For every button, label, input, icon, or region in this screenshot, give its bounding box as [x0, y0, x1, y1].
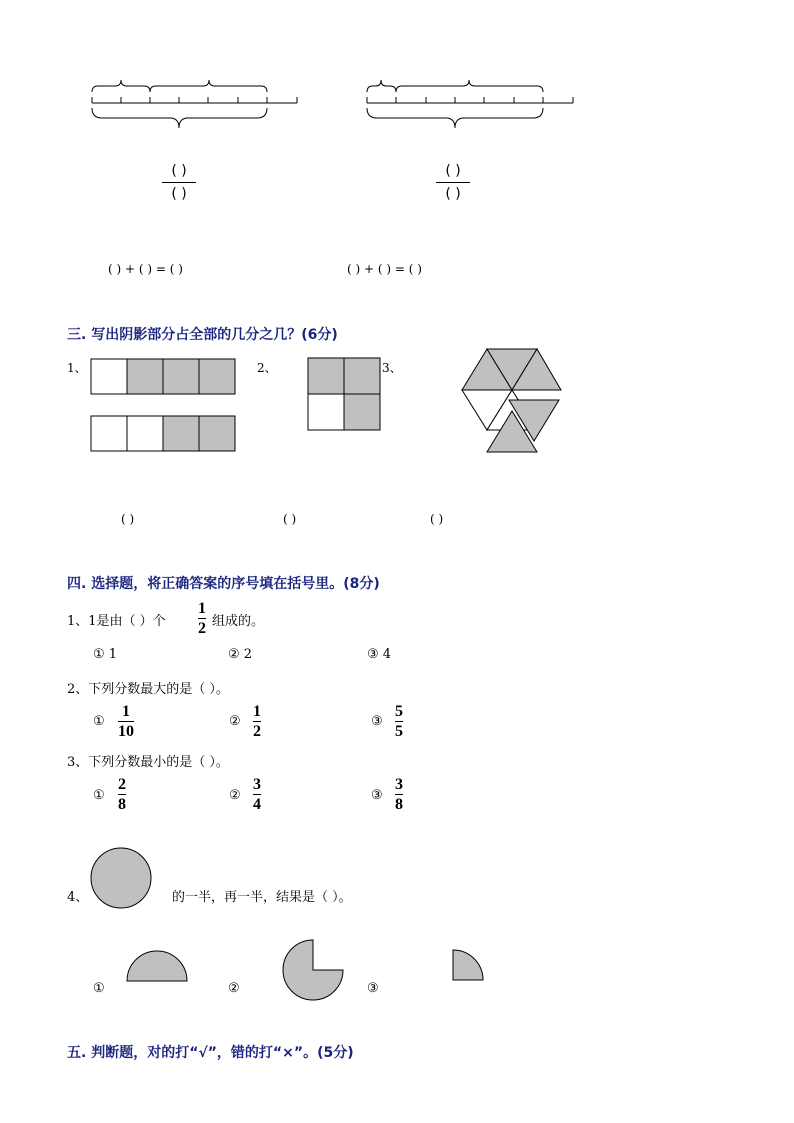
equation-left[interactable]: ( ) + ( ) = ( ) [108, 262, 183, 276]
option2-three-quarter-circle [283, 940, 343, 1000]
q2-option-3-fraction[interactable]: 5 5 [395, 703, 403, 740]
q2-option-1-fraction[interactable]: 1 10 [118, 703, 134, 740]
q1-text-before: 1、1是由（ ）个 [67, 614, 166, 629]
figure1-label: 1、 [67, 361, 87, 375]
q1-frac-numerator: 1 [198, 600, 206, 617]
answer-blank-2[interactable]: ( ) [283, 512, 297, 526]
q4-option-1-marker[interactable]: ① [93, 981, 105, 996]
q4-option-2-marker[interactable]: ② [228, 981, 240, 996]
section3-title: 三. 写出阴影部分占全部的几分之几？(6分) [67, 327, 338, 343]
q1-fraction [198, 600, 206, 637]
option3-quarter-circle [453, 950, 483, 980]
q2-option-2-fraction[interactable]: 1 2 [253, 703, 261, 740]
section5-title: 五. 判断题，对的打“√”，错的打“×”。(5分) [67, 1045, 354, 1061]
q4-text: 的一半，再一半，结果是（ ）。 [172, 890, 352, 905]
q3-option-1-fraction[interactable]: 2 8 [118, 776, 126, 813]
figure1-bar-top [91, 359, 235, 394]
answer-blank-3[interactable]: ( ) [430, 512, 444, 526]
q2-text: 2、下列分数最大的是（ ）。 [67, 682, 229, 697]
q1-option-3[interactable]: ③ 4 [367, 647, 392, 662]
figure3-label: 3、 [382, 361, 402, 375]
q3-option-2-marker[interactable]: ② [229, 788, 241, 803]
q2-option-3-marker[interactable]: ③ [371, 714, 383, 729]
fraction-right-numerator[interactable]: ( ) [445, 163, 461, 179]
equation-right[interactable]: ( ) + ( ) = ( ) [347, 262, 422, 276]
q1-frac-denominator: 2 [198, 620, 206, 637]
fraction-right-denominator[interactable]: ( ) [445, 186, 461, 202]
q3-option-3-marker[interactable]: ③ [371, 788, 383, 803]
fraction-left-numerator[interactable]: ( ) [171, 163, 187, 179]
whole-circle [91, 848, 151, 908]
option1-half-circle [127, 951, 187, 981]
q2-option-2-marker[interactable]: ② [229, 714, 241, 729]
q4-label: 4、 [67, 890, 89, 905]
q1-text-after: 组成的。 [212, 614, 265, 629]
q3-option-2-fraction[interactable]: 3 4 [253, 776, 261, 813]
q2-option-1-marker[interactable]: ① [93, 714, 105, 729]
figure2-grid [308, 358, 380, 430]
q1-option-2[interactable]: ② 2 [228, 647, 253, 662]
q4-option-3-marker[interactable]: ③ [367, 981, 379, 996]
section3-figures [0, 0, 794, 500]
q3-option-1-marker[interactable]: ① [93, 788, 105, 803]
figure3-hexagon [462, 349, 561, 452]
q1-option-1[interactable]: ① 1 [93, 647, 118, 662]
fraction-left-denominator[interactable]: ( ) [171, 186, 187, 202]
q3-text: 3、下列分数最小的是（ ）。 [67, 755, 229, 770]
figure1-bar-bottom [91, 416, 235, 451]
q3-option-3-fraction[interactable]: 3 8 [395, 776, 403, 813]
figure2-label: 2、 [257, 361, 277, 375]
answer-blank-1[interactable]: ( ) [121, 512, 135, 526]
section4-title: 四. 选择题，将正确答案的序号填在括号里。(8分) [67, 576, 380, 592]
